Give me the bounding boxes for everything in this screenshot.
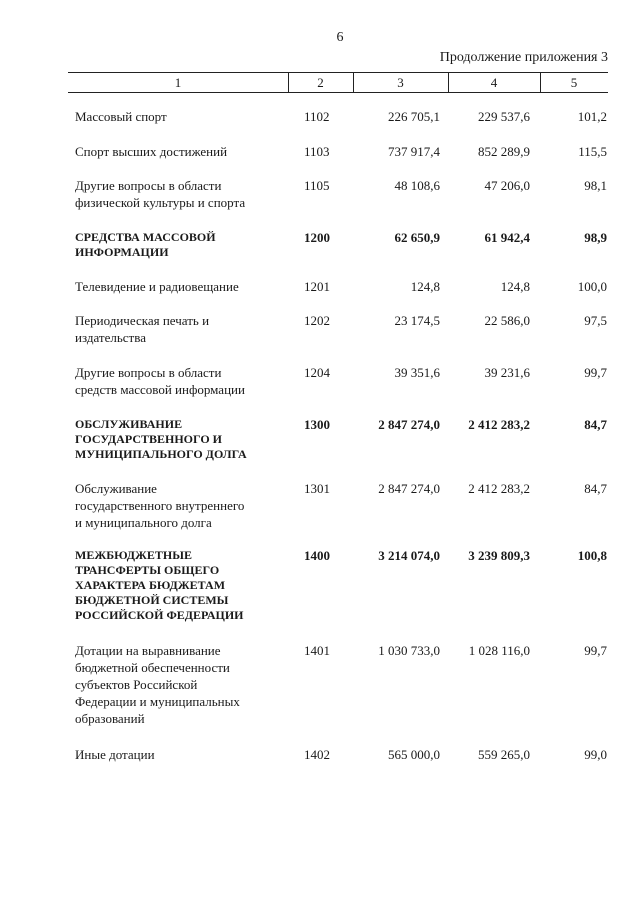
table-header xyxy=(68,72,608,93)
row-value-3: 2 847 274,0 xyxy=(378,417,440,432)
column-header-5: 5 xyxy=(570,75,578,90)
row-value-4: 2 412 283,2 xyxy=(468,417,530,432)
row-value-4: 3 239 809,3 xyxy=(468,548,530,563)
row-name: Иные дотации xyxy=(75,747,155,762)
row-name: Обслуживание государственного внутреннего и муниципального долга xyxy=(75,481,245,530)
row-code: 1103 xyxy=(304,144,330,159)
row-code: 1301 xyxy=(304,481,330,496)
row-value-5: 100,8 xyxy=(577,548,607,563)
row-value-4: 1 028 116,0 xyxy=(468,643,530,658)
row-name: ОБСЛУЖИВАНИЕ ГОСУДАРСТВЕННОГО И МУНИЦИПАЛЬНОГО ДОЛГА xyxy=(75,417,247,461)
row-value-4: 559 265,0 xyxy=(478,747,530,762)
row-value-4: 124,8 xyxy=(500,279,530,294)
row-name: МЕЖБЮДЖЕТНЫЕ ТРАНСФЕРТЫ ОБЩЕГО ХАРАКТЕРА БЮДЖЕТАМ БЮДЖЕТНОЙ СИСТЕМЫ РОССИЙСКОЙ ФЕДЕРАЦИИ xyxy=(75,548,244,622)
row-code: 1202 xyxy=(304,313,330,328)
row-value-4: 61 942,4 xyxy=(484,230,530,245)
column-header-1: 1 xyxy=(174,75,182,90)
row-name: Дотации на выравнивание бюджетной обеспеченности субъектов Российской Федерации и муниципальных образований xyxy=(75,643,240,726)
row-code: 1400 xyxy=(304,548,330,563)
row-value-3: 48 108,6 xyxy=(394,178,440,193)
row-name: Спорт высших достижений xyxy=(75,144,228,159)
row-value-4: 2 412 283,2 xyxy=(468,481,530,496)
row-name: Другие вопросы в области физической культуры и спорта xyxy=(75,178,246,210)
row-value-3: 62 650,9 xyxy=(394,230,440,245)
row-value-4: 22 586,0 xyxy=(484,313,530,328)
row-name: СРЕДСТВА МАССОВОЙ ИНФОРМАЦИИ xyxy=(75,230,216,259)
row-value-3: 124,8 xyxy=(410,279,440,294)
column-header-4: 4 xyxy=(490,75,498,90)
row-code: 1402 xyxy=(304,747,330,762)
row-code: 1102 xyxy=(304,109,330,124)
row-value-4: 229 537,6 xyxy=(478,109,530,124)
row-name: Периодическая печать и издательства xyxy=(75,313,210,345)
row-value-5: 99,7 xyxy=(584,365,607,380)
row-value-5: 84,7 xyxy=(584,417,607,432)
column-header-3: 3 xyxy=(397,75,404,90)
row-value-3: 565 000,0 xyxy=(388,747,440,762)
row-name: Другие вопросы в области средств массовой информации xyxy=(75,365,245,397)
row-code: 1401 xyxy=(304,643,330,658)
row-code: 1200 xyxy=(304,230,330,245)
row-value-5: 115,5 xyxy=(578,144,607,159)
row-value-3: 3 214 074,0 xyxy=(378,548,440,563)
row-value-4: 39 231,6 xyxy=(484,365,530,380)
row-value-5: 98,9 xyxy=(584,230,607,245)
row-value-3: 23 174,5 xyxy=(394,313,440,328)
row-value-4: 852 289,9 xyxy=(478,144,530,159)
row-value-3: 226 705,1 xyxy=(388,109,440,124)
row-name: Телевидение и радиовещание xyxy=(75,279,239,294)
row-name: Массовый спорт xyxy=(75,109,167,124)
row-value-5: 101,2 xyxy=(577,109,607,124)
row-value-3: 1 030 733,0 xyxy=(378,643,440,658)
row-code: 1105 xyxy=(304,178,330,193)
row-code: 1204 xyxy=(304,365,330,380)
page-number: 6 xyxy=(336,30,344,45)
row-value-5: 99,7 xyxy=(584,643,607,658)
column-header-2: 2 xyxy=(317,75,324,90)
row-value-3: 737 917,4 xyxy=(388,144,440,159)
continuation-label: Продолжение приложения 3 xyxy=(439,50,608,65)
row-value-5: 84,7 xyxy=(584,481,607,496)
row-value-5: 97,5 xyxy=(584,313,607,328)
row-value-5: 98,1 xyxy=(584,178,607,193)
row-value-5: 100,0 xyxy=(577,279,607,294)
row-code: 1201 xyxy=(304,279,330,294)
row-value-5: 99,0 xyxy=(584,747,607,762)
row-value-4: 47 206,0 xyxy=(484,178,530,193)
row-value-3: 39 351,6 xyxy=(394,365,440,380)
row-value-3: 2 847 274,0 xyxy=(378,481,440,496)
row-code: 1300 xyxy=(304,417,330,432)
